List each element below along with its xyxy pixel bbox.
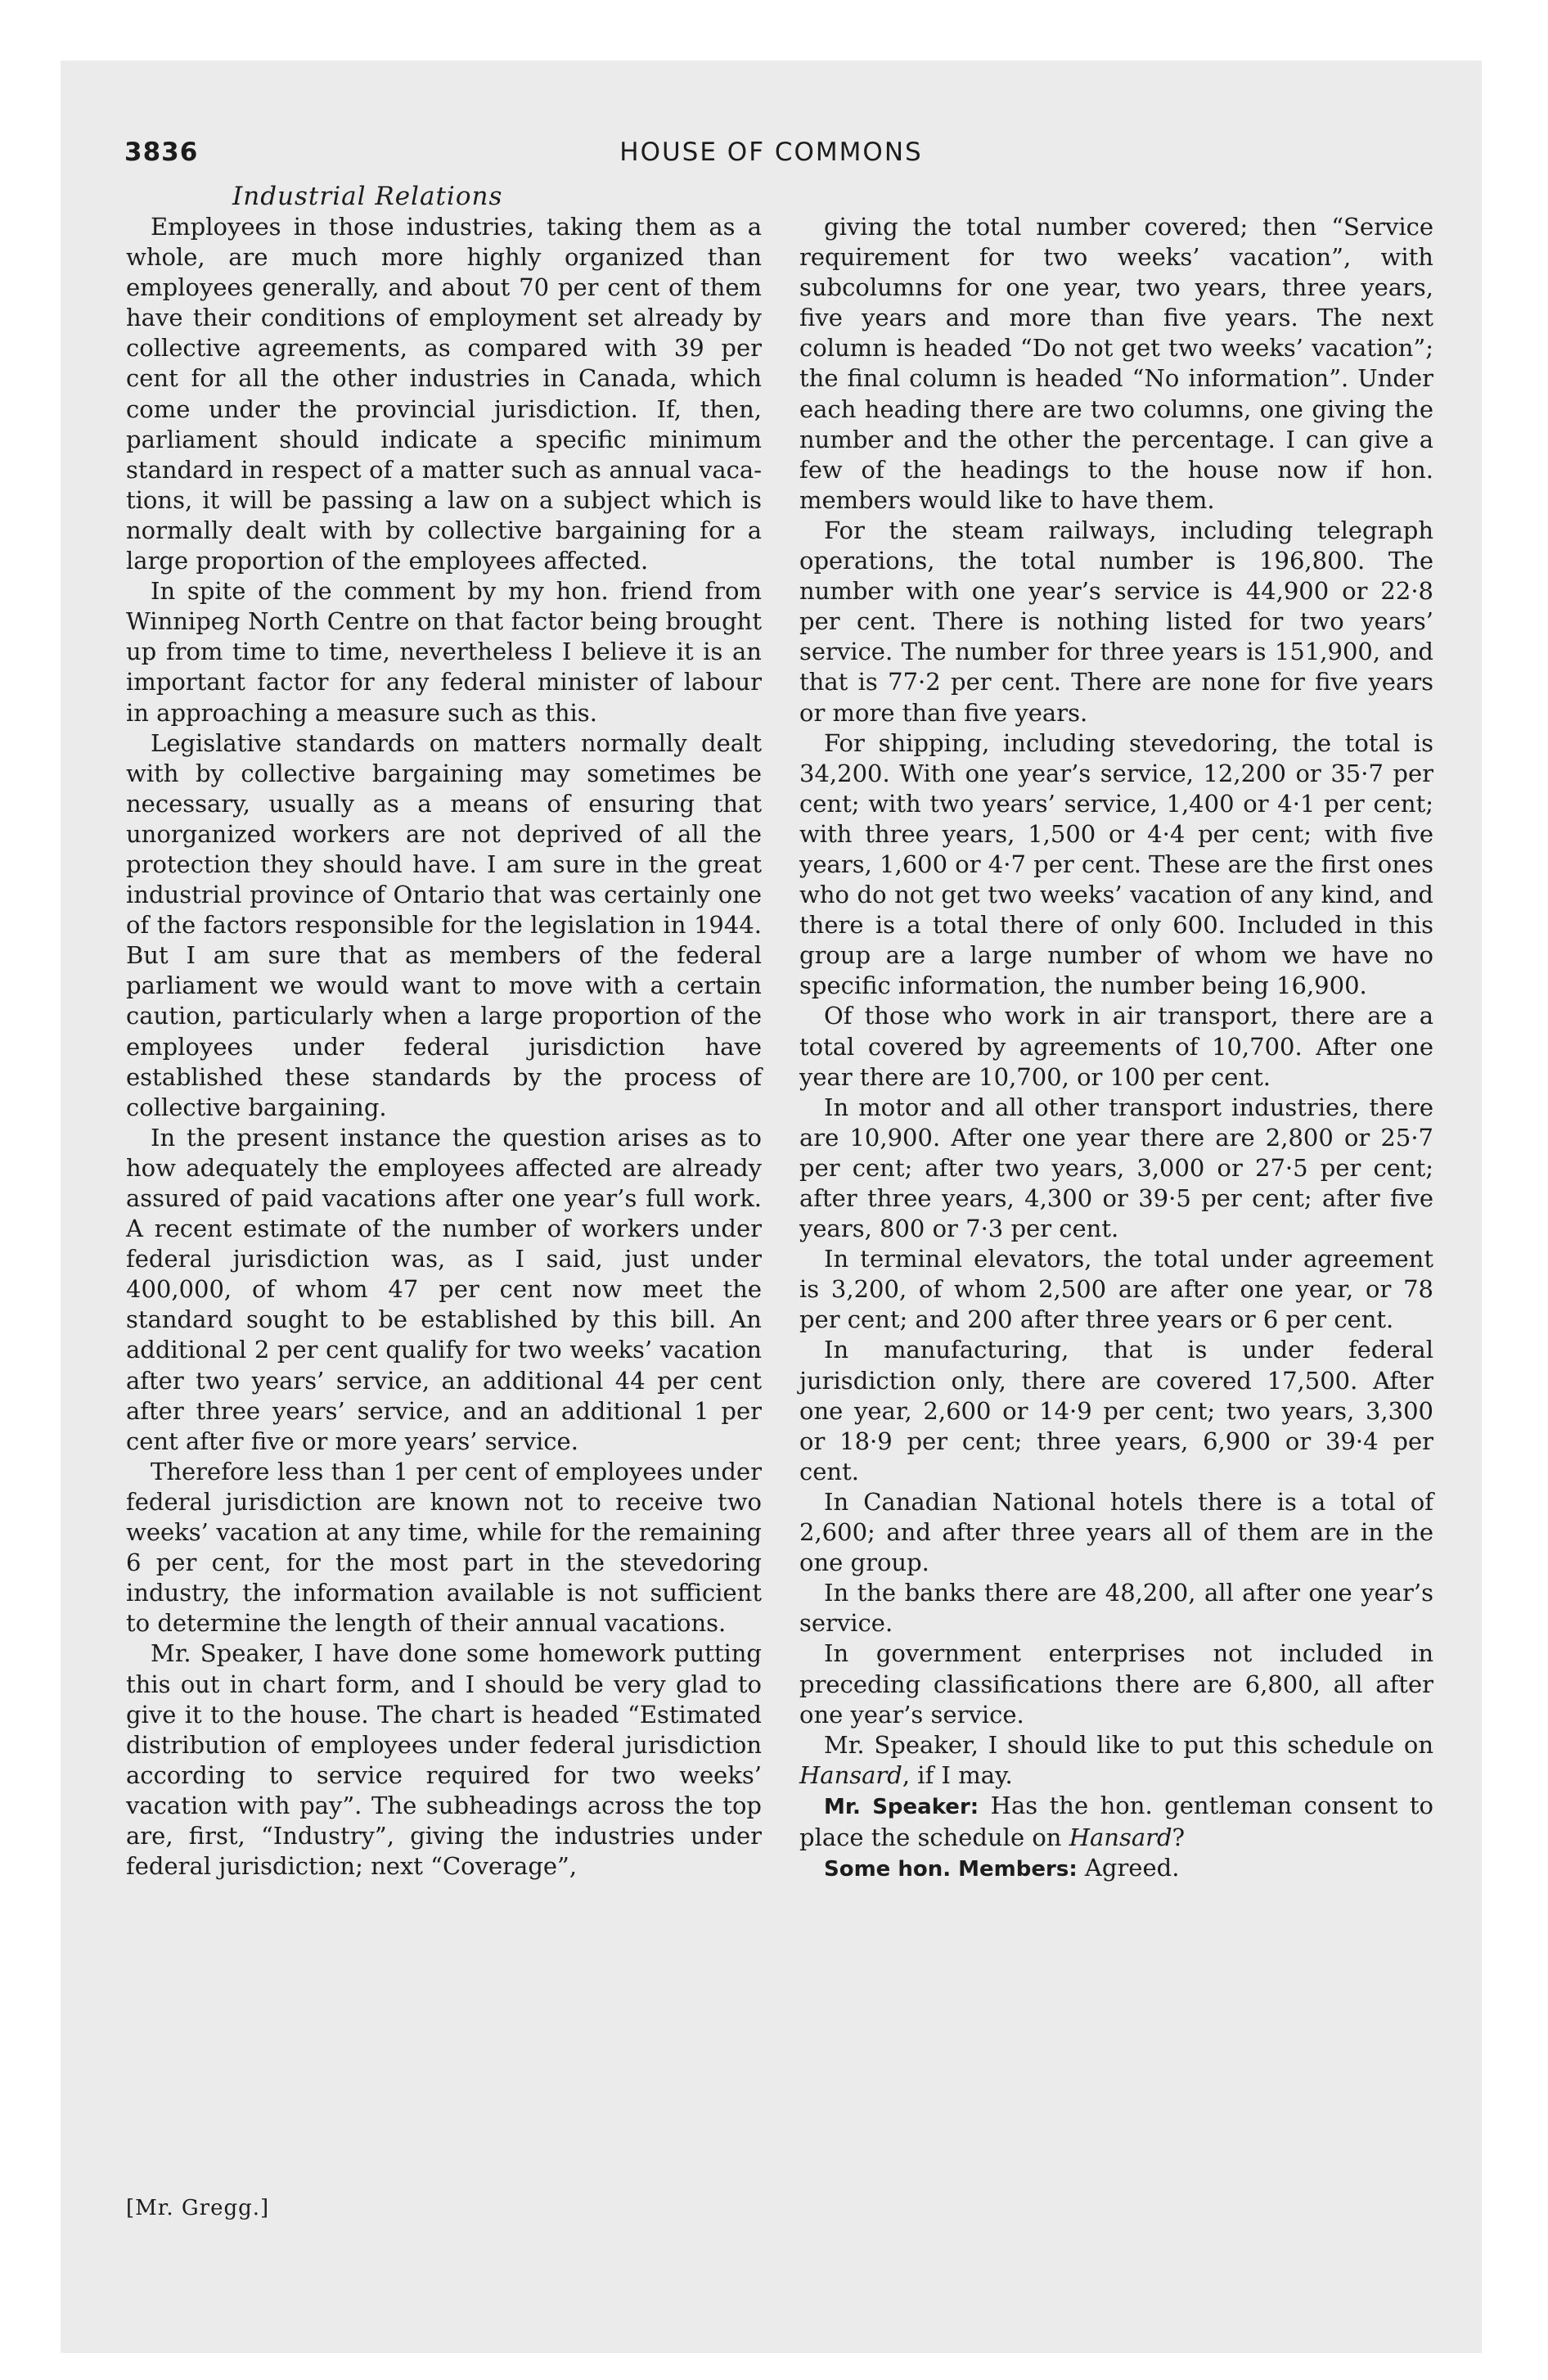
members-label: Some hon. Members: (824, 1857, 1078, 1882)
members-paragraph (799, 1853, 1433, 1885)
paragraph: In manufacturing, that is under federal jurisdiction only, there are covered 17,500. After one year, 2,600 or 14·9 per cent; two years, 3,300 or 18·9 per cent; three years, 6,900 or 39·4 per cent. (799, 1336, 1433, 1485)
paragraph: In motor and all other transport industries, there are 10,900. After one year there are 2,800 or 25·7 per cent; after two years, 3,000 or 27·5 per cent; after three years, 4,300 or 39·5 per cent; after five years, 800 or 7·3 per cent. (799, 1093, 1433, 1243)
paragraph: In the banks there are 48,200, all after one year’s service. (799, 1579, 1433, 1638)
paragraph: For shipping, including stevedoring, the total is 34,200. With one year’s service, 12,200 or 35·7 per cent; with two years’ service, 1,400 or 4·1 per cent; with three years, 1,500 or 4·4 per cent; with five years, 1,600 or 4·7 per cent. These are the first ones who do not get two weeks’ vacation of any kind, and there is a total there of only 600. Included in this group are a large number of whom we have no specific information, the number being 16,900. (799, 728, 1433, 1000)
speaker-attribution-footer: [Mr. Gregg.] (126, 2196, 270, 2220)
page-header (61, 137, 1482, 187)
paragraph: Mr. Speaker, I have done some homework putting this out in chart form, and I should be very glad to give it to the house. The chart is headed “Estimated distribution of employees under federal jurisdiction according to service required for two weeks’ vacation with pay”. The subheadings across the top are, first, “Industry”, giving the industries under federal jurisdiction; next “Coverage”, (126, 1639, 762, 1881)
schedule-request-paragraph (799, 1730, 1433, 1791)
speaker-label: Mr. Speaker: (824, 1794, 979, 1819)
speaker-text: Has the hon. gentleman consent to place the schedule on (799, 1791, 1433, 1851)
paragraph: Employees in those industries, taking them as a whole, are much more highly organized than employees generally, and about 70 per cent of them have their conditions of employment set already by collective agreements, as compared with 39 per cent for all the other industries in Canada, which come under the provincial jurisdiction. If, then, parliament should indicate a specific minimum standard in respect of a matter such as annual vacations, it will be passing a law on a subject which is normally dealt with by collective bargaining for a large proportion of the employees affected. (126, 213, 762, 575)
paragraph: giving the total number covered; then “Service requirement for two weeks’ vacation”, with subcolumns for one year, two years, three years, five years and more than five years. The next column is headed “Do not get two weeks’ vacation”; the final column is headed “No information”. Under each heading there are two columns, one giving the number and the other the percentage. I can give a few of the headings to the house now if hon. members would like to have them. (799, 213, 1433, 514)
hansard-title: Hansard (799, 1760, 902, 1789)
paragraph: In terminal elevators, the total under agreement is 3,200, of whom 2,500 are after one year, or 78 per cent; and 200 after three years or 6 per cent. (799, 1245, 1433, 1334)
request-text: Mr. Speaker, I should like to put this schedule on (824, 1730, 1433, 1759)
paragraph: In Canadian National hotels there is a total of 2,600; and after three years all of them are in the one group. (799, 1487, 1433, 1577)
paragraph: For the steam railways, including telegraph operations, the total number is 196,800. The number with one year’s service is 44,900 or 22·8 per cent. There is nothing listed for two years’ service. The number for three years is 151,900, and that is 77·2 per cent. There are none for five years or more than five years. (799, 516, 1433, 727)
right-column (799, 212, 1433, 1885)
paragraph: In spite of the comment by my hon. friend from Winnipeg North Centre on that factor being brought up from time to time, nevertheless I believe it is an important factor for any federal minister of labour in approaching a measure such as this. (126, 577, 762, 727)
page-number: 3836 (124, 137, 199, 167)
paragraph: Legislative standards on matters normally dealt with by collective bargaining may sometimes be necessary, usually as a means of ensuring that unorganized workers are not deprived of all the protection they should have. I am sure in the great industrial province of Ontario that was certainly one of the factors responsible for the legislation in 1944. But I am sure that as members of the federal parliament we would want to move with a certain caution, particularly when a large proportion of the employees under federal jurisdiction have established these standards by the process of collective bargaining. (126, 728, 762, 1121)
paragraph: In government enterprises not included in preceding classifications there are 6,800, all after one year’s service. (799, 1639, 1433, 1729)
page-sheet (61, 61, 1482, 2353)
members-text: Agreed. (1077, 1854, 1180, 1882)
speaker-paragraph (799, 1791, 1433, 1853)
section-subtitle: Industrial Relations (232, 182, 503, 211)
request-text-end: , if I may. (902, 1760, 1013, 1789)
paragraph: Therefore less than 1 per cent of employees under federal jurisdiction are known not to receive two weeks’ vacation at any time, while for the remaining 6 per cent, for the most part in the stevedoring industry, the information available is not sufficient to determine the length of their annual vacations. (126, 1457, 762, 1638)
speaker-text-end: ? (1172, 1823, 1186, 1851)
left-column (126, 212, 762, 1882)
running-title: HOUSE OF COMMONS (619, 137, 923, 167)
hansard-title: Hansard (1069, 1823, 1172, 1851)
paragraph: In the present instance the question arises as to how adequately the employees affected are already assured of paid vacations after one year’s full work. A recent estimate of the number of workers under federal jurisdiction was, as I said, just under 400,000, of whom 47 per cent now meet the standard sought to be established by this bill. An additional 2 per cent qualify for two weeks’ vacation after two years’ service, an additional 44 per cent after three years’ service, and an additional 1 per cent after five or more years’ service. (126, 1123, 762, 1455)
paragraph: Of those who work in air transport, there are a total covered by agreements of 10,700. After one year there are 10,700, or 100 per cent. (799, 1002, 1433, 1091)
